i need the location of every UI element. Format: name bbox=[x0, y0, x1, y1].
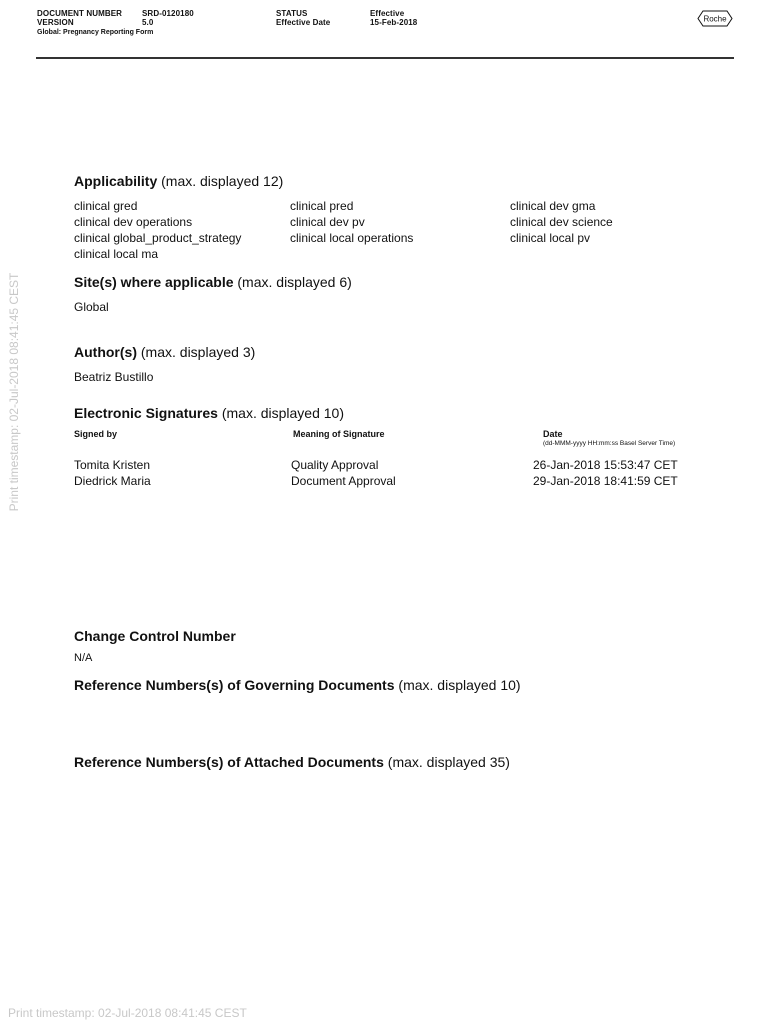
sites-heading bbox=[74, 273, 352, 291]
signatures-heading bbox=[74, 404, 344, 422]
effective-date-value: 15-Feb-2018 bbox=[370, 18, 418, 27]
bottom-print-timestamp: Print timestamp: 02-Jul-2018 08:41:45 CEST bbox=[8, 1006, 247, 1020]
sites-max: (max. displayed 6) bbox=[237, 274, 352, 290]
applicability-item: clinical dev science bbox=[510, 215, 613, 229]
roche-logo-icon bbox=[697, 10, 733, 27]
svg-text:Roche: Roche bbox=[703, 14, 727, 24]
applicability-col-1 bbox=[74, 198, 241, 262]
sites-value: Global bbox=[74, 300, 109, 314]
signature-date: 29-Jan-2018 18:41:59 CET bbox=[533, 474, 678, 488]
applicability-max: (max. displayed 12) bbox=[161, 173, 284, 189]
attached-docs-title: Reference Numbers(s) of Attached Documents bbox=[74, 754, 384, 770]
applicability-heading bbox=[74, 172, 283, 190]
signature-name: Diedrick Maria bbox=[74, 474, 151, 488]
side-print-timestamp: Print timestamp: 02-Jul-2018 08:41:45 CEST bbox=[7, 272, 21, 512]
applicability-item: clinical local pv bbox=[510, 231, 591, 245]
date-header: Date bbox=[543, 429, 563, 439]
version-label: VERSION bbox=[37, 18, 74, 27]
governing-docs-heading bbox=[74, 676, 521, 694]
status-value: Effective bbox=[370, 9, 405, 18]
change-control-title: Change Control Number bbox=[74, 628, 236, 644]
date-format-note: (dd-MMM-yyyy HH:mm:ss Basel Server Time) bbox=[543, 440, 676, 447]
authors-max: (max. displayed 3) bbox=[140, 344, 256, 360]
form-title: Global: Pregnancy Reporting Form bbox=[37, 29, 154, 36]
doc-number-label: DOCUMENT NUMBER bbox=[37, 9, 123, 18]
governing-docs-max: (max. displayed 10) bbox=[398, 677, 521, 693]
signature-meaning: Quality Approval bbox=[291, 458, 379, 472]
doc-number-value: SRD-0120180 bbox=[142, 9, 194, 18]
attached-docs-heading bbox=[74, 753, 510, 771]
applicability-title: Applicability bbox=[74, 173, 158, 189]
applicability-item: clinical dev pv bbox=[290, 215, 365, 229]
header-divider bbox=[36, 57, 734, 59]
signatures-title: Electronic Signatures bbox=[74, 405, 218, 421]
effective-date-label: Effective Date bbox=[276, 18, 331, 27]
signature-name: Tomita Kristen bbox=[74, 458, 151, 472]
status-label: STATUS bbox=[276, 9, 308, 18]
applicability-item: clinical dev gma bbox=[510, 199, 596, 213]
meaning-header: Meaning of Signature bbox=[293, 429, 385, 439]
applicability-item: clinical dev operations bbox=[74, 215, 193, 229]
attached-docs-max: (max. displayed 35) bbox=[387, 754, 510, 770]
change-control-value: N/A bbox=[74, 652, 93, 664]
authors-heading bbox=[74, 343, 255, 361]
change-control-heading bbox=[74, 627, 236, 645]
signature-meaning: Document Approval bbox=[291, 474, 396, 488]
signatures-max: (max. displayed 10) bbox=[221, 405, 344, 421]
applicability-item: clinical gred bbox=[74, 199, 138, 213]
applicability-item: clinical local operations bbox=[290, 231, 414, 245]
signature-date: 26-Jan-2018 15:53:47 CET bbox=[533, 458, 678, 472]
signed-by-header: Signed by bbox=[74, 429, 118, 439]
sites-title: Site(s) where applicable bbox=[74, 274, 234, 290]
version-value: 5.0 bbox=[142, 18, 154, 27]
authors-title: Author(s) bbox=[74, 344, 137, 360]
authors-value: Beatriz Bustillo bbox=[74, 370, 154, 384]
applicability-item: clinical global_product_strategy bbox=[74, 231, 242, 245]
applicability-col-3 bbox=[510, 198, 613, 246]
applicability-item: clinical local ma bbox=[74, 247, 159, 261]
applicability-item: clinical pred bbox=[290, 199, 354, 213]
applicability-col-2 bbox=[290, 198, 413, 246]
governing-docs-title: Reference Numbers(s) of Governing Documents bbox=[74, 677, 395, 693]
